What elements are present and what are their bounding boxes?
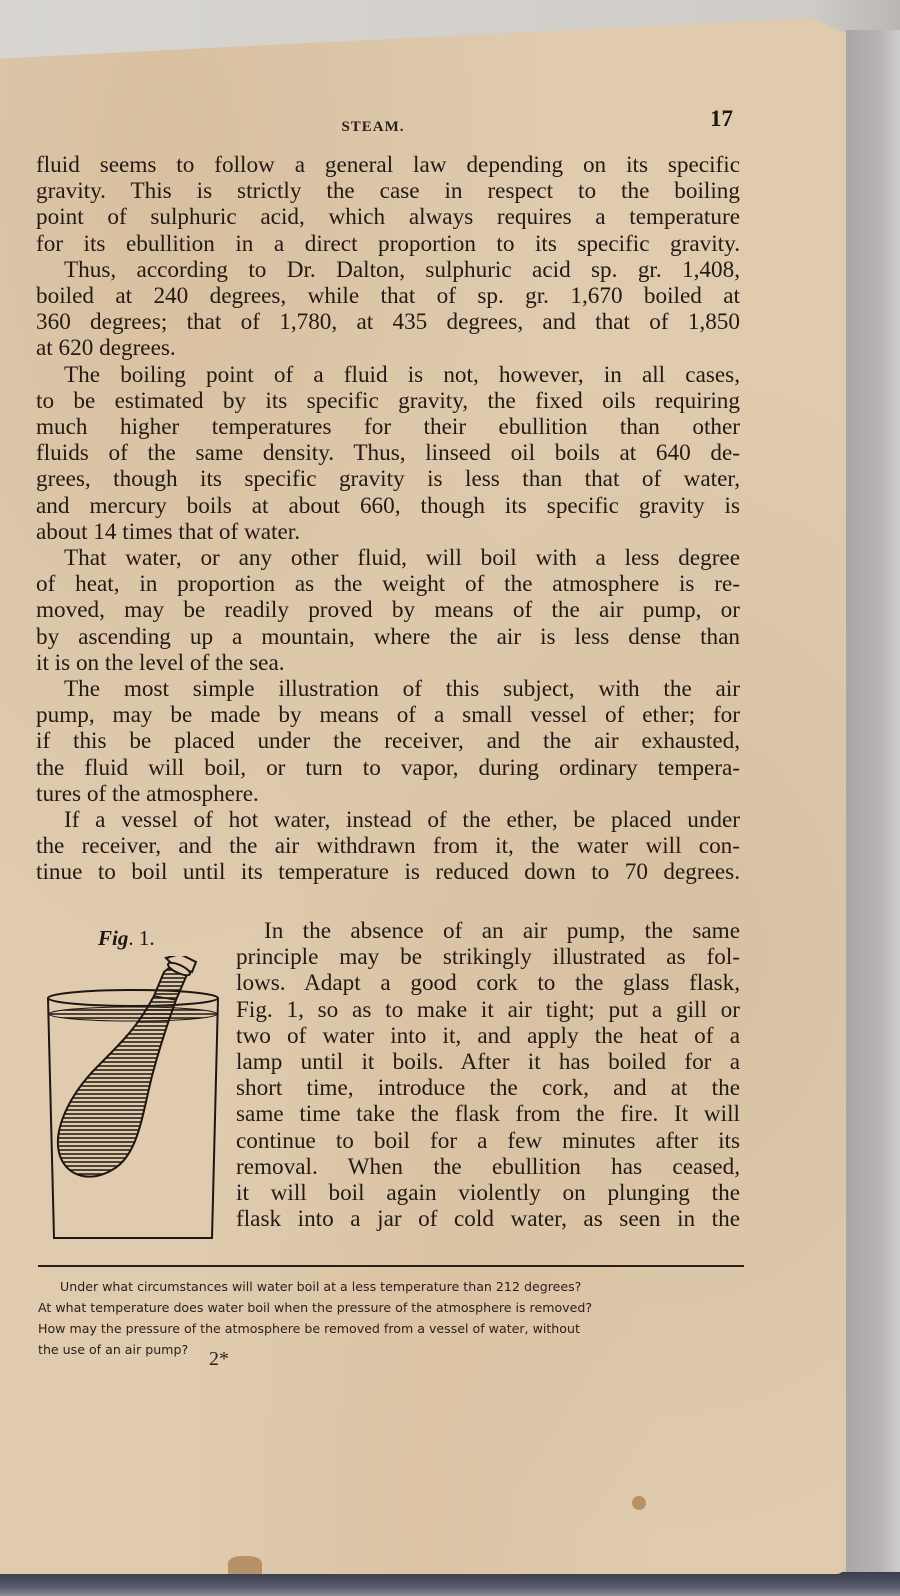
text-line: principle may be strikingly illustrated as fol- — [236, 944, 740, 971]
text-line: gravity. This is strictly the case in respect to the boiling — [36, 178, 740, 205]
text-line: it is on the level of the sea. — [36, 649, 285, 676]
text-line: about 14 times that of water. — [36, 518, 301, 545]
background-right — [846, 30, 900, 1575]
paper-stain — [632, 1496, 646, 1510]
question-line: At what temperature does water boil when the pressure of the atmosphere is removed? — [38, 1300, 593, 1315]
review-questions — [38, 1276, 748, 1360]
text-line: flask into a jar of cold water, as seen in the — [236, 1206, 740, 1233]
text-line: The boiling point of a fluid is not, however, in all cases, — [64, 361, 740, 388]
text-line: the receiver, and the air withdrawn from it, the water will con- — [36, 833, 740, 860]
figure-caption-number: . 1. — [128, 926, 155, 950]
footnote-divider — [38, 1265, 744, 1267]
text-line: If a vessel of hot water, instead of the ether, be placed under — [64, 807, 740, 834]
paper-stain — [228, 1556, 262, 1574]
text-line: much higher temperatures for their ebullition than other — [36, 414, 740, 441]
text-line: fluids of the same density. Thus, linseed oil boils at 640 de- — [36, 440, 740, 467]
text-line: fluid seems to follow a general law depending on its specific — [36, 152, 740, 178]
text-line: two of water into it, and apply the heat of a — [236, 1022, 740, 1049]
text-line: removal. When the ebullition has ceased, — [236, 1153, 740, 1180]
text-line: boiled at 240 degrees, while that of sp. gr. 1,670 boiled at — [36, 283, 740, 310]
text-line: by ascending up a mountain, where the air is less dense than — [36, 623, 740, 650]
text-line: moved, may be readily proved by means of the air pump, or — [36, 597, 740, 624]
question-line: the use of an air pump? — [38, 1342, 189, 1357]
text-line: at 620 degrees. — [36, 335, 176, 362]
text-line: of heat, in proportion as the weight of the atmosphere is re- — [36, 571, 740, 598]
text-line: continue to boil for a few minutes after its — [236, 1127, 740, 1154]
figure-caption-label: Fig — [98, 926, 129, 950]
text-line: grees, though its specific gravity is less than that of water, — [36, 466, 740, 493]
side-text — [236, 918, 740, 1232]
text-line: 360 degrees; that of 1,780, at 435 degrees, and that of 1,850 — [36, 309, 740, 336]
figure-1 — [36, 920, 226, 1250]
page-number: 17 — [710, 106, 733, 131]
text-line: Fig. 1, so as to make it air tight; put a gill or — [236, 996, 740, 1023]
background-bottom — [0, 1572, 900, 1596]
signature-mark: 2* — [209, 1348, 229, 1370]
text-line: tures of the atmosphere. — [36, 780, 259, 807]
text-line: lamp until it boils. After it has boiled for a — [236, 1049, 740, 1076]
flask-in-jar-illustration — [42, 956, 226, 1246]
running-title: STEAM. — [341, 119, 405, 135]
text-line: if this be placed under the receiver, and the air exhausted, — [36, 728, 740, 755]
text-line: the fluid will boil, or turn to vapor, during ordinary tempera- — [36, 754, 740, 781]
text-line: point of sulphuric acid, which always requires a temperature — [36, 204, 740, 231]
text-line: short time, introduce the cork, and at the — [236, 1075, 740, 1102]
text-line: Thus, according to Dr. Dalton, sulphuric acid sp. gr. 1,408, — [64, 256, 740, 283]
text-line: lows. Adapt a good cork to the glass flask, — [236, 970, 740, 997]
main-text — [36, 152, 740, 886]
text-line: for its ebullition in a direct proportion to its specific gravity. — [36, 230, 740, 257]
text-line: The most simple illustration of this subject, with the air — [64, 676, 740, 703]
text-line: same time take the flask from the fire. It will — [236, 1101, 740, 1128]
text-line: tinue to boil until its temperature is reduced down to 70 degrees. — [36, 859, 740, 886]
text-line: and mercury boils at about 660, though its specific gravity is — [36, 492, 740, 519]
text-line: to be estimated by its specific gravity, the fixed oils requiring — [36, 387, 740, 414]
text-line: it will boil again violently on plunging the — [236, 1180, 740, 1207]
figure-caption — [98, 926, 155, 951]
text-line: pump, may be made by means of a small vessel of ether; for — [36, 702, 740, 729]
flask-icon — [58, 964, 188, 1177]
text-line: In the absence of an air pump, the same — [264, 918, 740, 944]
question-line: Under what circumstances will water boil at a less temperature than 212 degrees? — [60, 1279, 582, 1294]
question-line: How may the pressure of the atmosphere be removed from a vessel of water, without — [38, 1321, 580, 1336]
text-line: That water, or any other fluid, will boil with a less degree — [64, 545, 740, 572]
